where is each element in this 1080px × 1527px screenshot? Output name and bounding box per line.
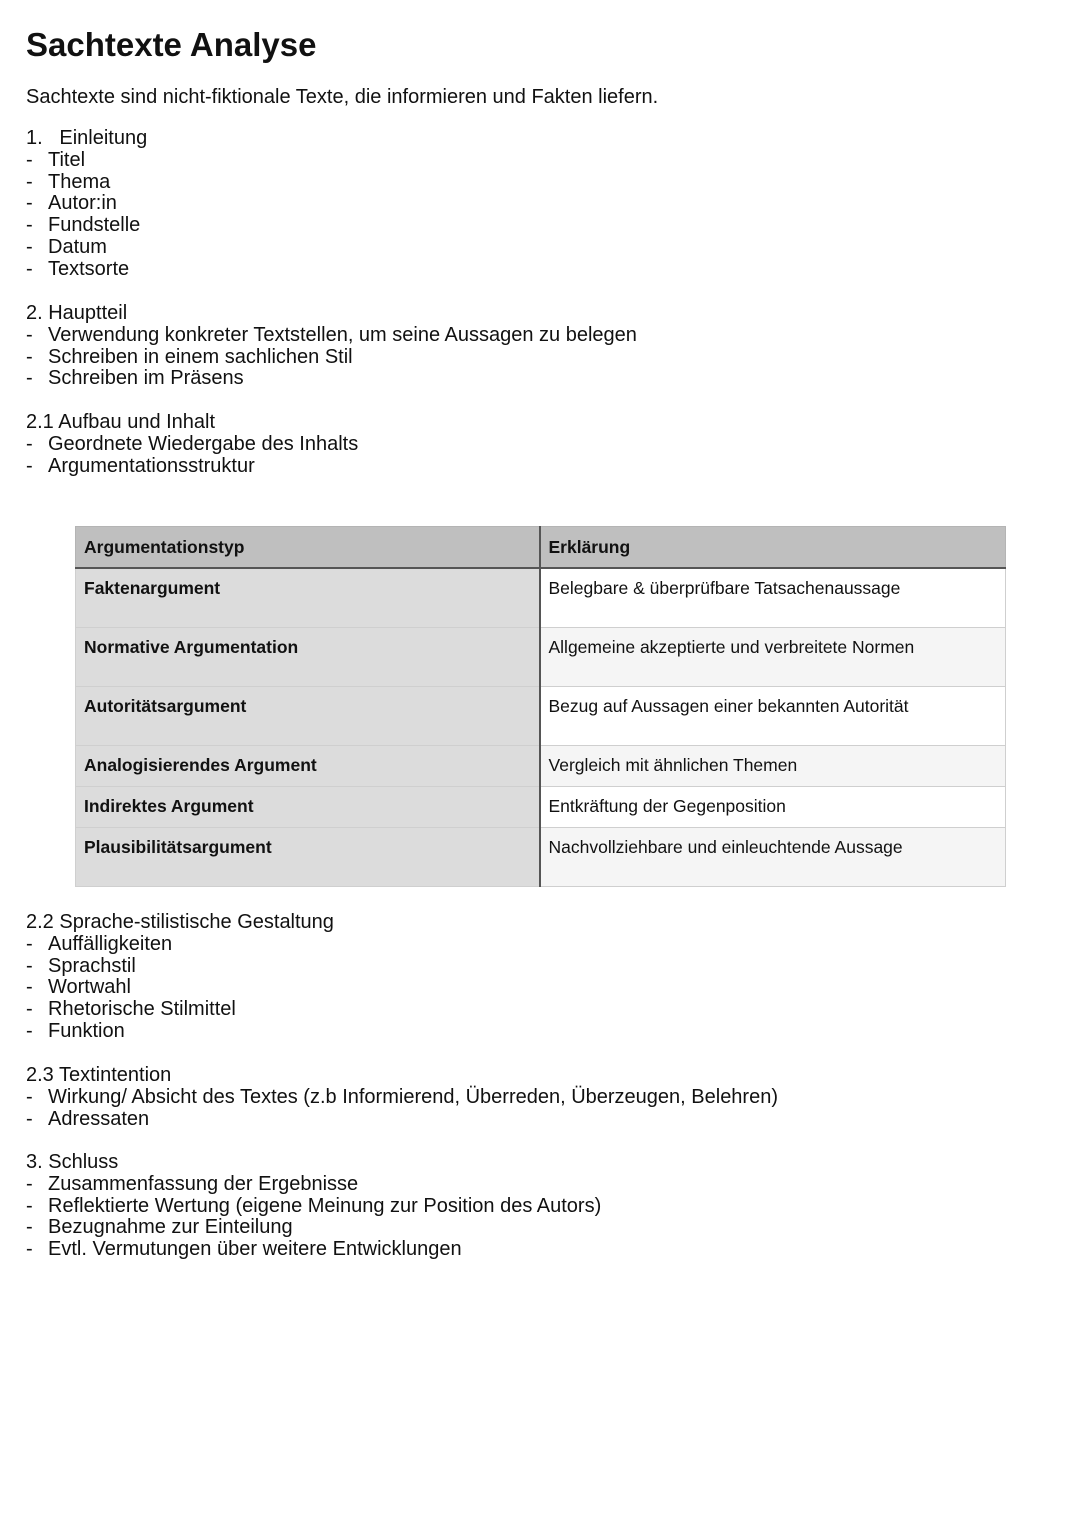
list-item: - Schreiben in einem sachlichen Stil [26,345,353,368]
bullet-dash: - [26,1238,33,1261]
table-row [76,746,1006,787]
list-item: - Datum [26,235,107,258]
argumentation-table [75,526,1005,887]
table-cell-explanation: Entkräftung der Gegenposition [540,787,1006,828]
list-item: - Reflektierte Wertung (eigene Meinung zur Position des Autors) [26,1194,602,1217]
list-item: - Thema [26,170,111,193]
column-header: Erklärung [540,527,1006,569]
bullet-dash: - [26,1194,33,1217]
bullet-list [26,150,147,281]
table-cell-explanation: Nachvollziehbare und einleuchtende Aussage [540,828,1006,887]
list-item: - Auffälligkeiten [26,932,173,955]
section-einleitung [26,128,147,281]
list-item: - Bezugnahme zur Einteilung [26,1216,293,1239]
bullet-dash: - [26,432,33,455]
bullet-dash: - [26,235,33,258]
section-hauptteil [26,303,637,390]
bullet-list [26,934,334,1043]
bullet-dash: - [26,1085,33,1108]
list-item: - Fundstelle [26,214,141,237]
table-cell-type: Indirektes Argument [76,787,540,828]
list-item: - Titel [26,148,86,171]
section-heading: 1. Einleitung [26,127,148,149]
table-cell-explanation: Bezug auf Aussagen einer bekannten Autorität [540,687,1006,746]
table-cell-explanation: Vergleich mit ähnlichen Themen [540,746,1006,787]
bullet-dash: - [26,323,33,346]
list-item: - Evtl. Vermutungen über weitere Entwicklungen [26,1238,462,1261]
list-item: - Wortwahl [26,976,131,999]
section-sprache [26,912,334,1043]
table-cell-type: Normative Argumentation [76,628,540,687]
bullet-dash: - [26,148,33,171]
bullet-dash: - [26,932,33,955]
table-header-row [76,527,1006,569]
bullet-dash: - [26,976,33,999]
table [75,526,1006,887]
list-item: - Verwendung konkreter Textstellen, um seine Aussagen zu belegen [26,323,637,346]
bullet-list [26,1087,778,1131]
list-item: - Zusammenfassung der Ergebnisse [26,1172,359,1195]
section-schluss [26,1152,601,1261]
table-row [76,828,1006,887]
bullet-list [26,1174,601,1261]
list-item: - Autor:in [26,192,117,215]
table-cell-type: Autoritätsargument [76,687,540,746]
list-item: - Adressaten [26,1107,150,1130]
bullet-dash: - [26,214,33,237]
bullet-dash: - [26,998,33,1021]
bullet-dash: - [26,257,33,280]
table-row [76,787,1006,828]
list-item: - Geordnete Wiedergabe des Inhalts [26,432,359,455]
table-cell-explanation: Belegbare & überprüfbare Tatsachenaussage [540,568,1006,628]
list-item: - Funktion [26,1019,125,1042]
list-item: - Rhetorische Stilmittel [26,998,236,1021]
list-item: - Textsorte [26,257,130,280]
table-cell-type: Plausibilitätsargument [76,828,540,887]
section-intention [26,1065,778,1130]
bullet-list [26,434,358,478]
table-cell-type: Faktenargument [76,568,540,628]
bullet-dash: - [26,345,33,368]
column-header: Argumentationstyp [76,527,540,569]
list-item: - Sprachstil [26,954,136,977]
bullet-dash: - [26,954,33,977]
section-heading: 3. Schluss [26,1151,119,1173]
list-item: - Argumentationsstruktur [26,454,255,477]
list-item: - Schreiben im Präsens [26,367,244,390]
section-heading: 2. Hauptteil [26,302,128,324]
section-heading: 2.3 Textintention [26,1064,172,1086]
bullet-dash: - [26,454,33,477]
bullet-dash: - [26,1019,33,1042]
page-title: Sachtexte Analyse [26,26,317,63]
table-cell-type: Analogisierendes Argument [76,746,540,787]
intro-text: Sachtexte sind nicht-fiktionale Texte, die informieren und Fakten liefern. [26,86,659,108]
bullet-list [26,325,637,390]
table-row [76,628,1006,687]
bullet-dash: - [26,1107,33,1130]
section-heading: 2.1 Aufbau und Inhalt [26,411,216,433]
table-row [76,687,1006,746]
table-cell-explanation: Allgemeine akzeptierte und verbreitete Normen [540,628,1006,687]
table-row [76,568,1006,628]
list-item: - Wirkung/ Absicht des Textes (z.b Informierend, Überreden, Überzeugen, Belehren) [26,1085,778,1108]
bullet-dash: - [26,367,33,390]
bullet-dash: - [26,170,33,193]
bullet-dash: - [26,1216,33,1239]
section-heading: 2.2 Sprache-stilistische Gestaltung [26,911,334,933]
section-aufbau [26,412,358,477]
bullet-dash: - [26,1172,33,1195]
bullet-dash: - [26,192,33,215]
